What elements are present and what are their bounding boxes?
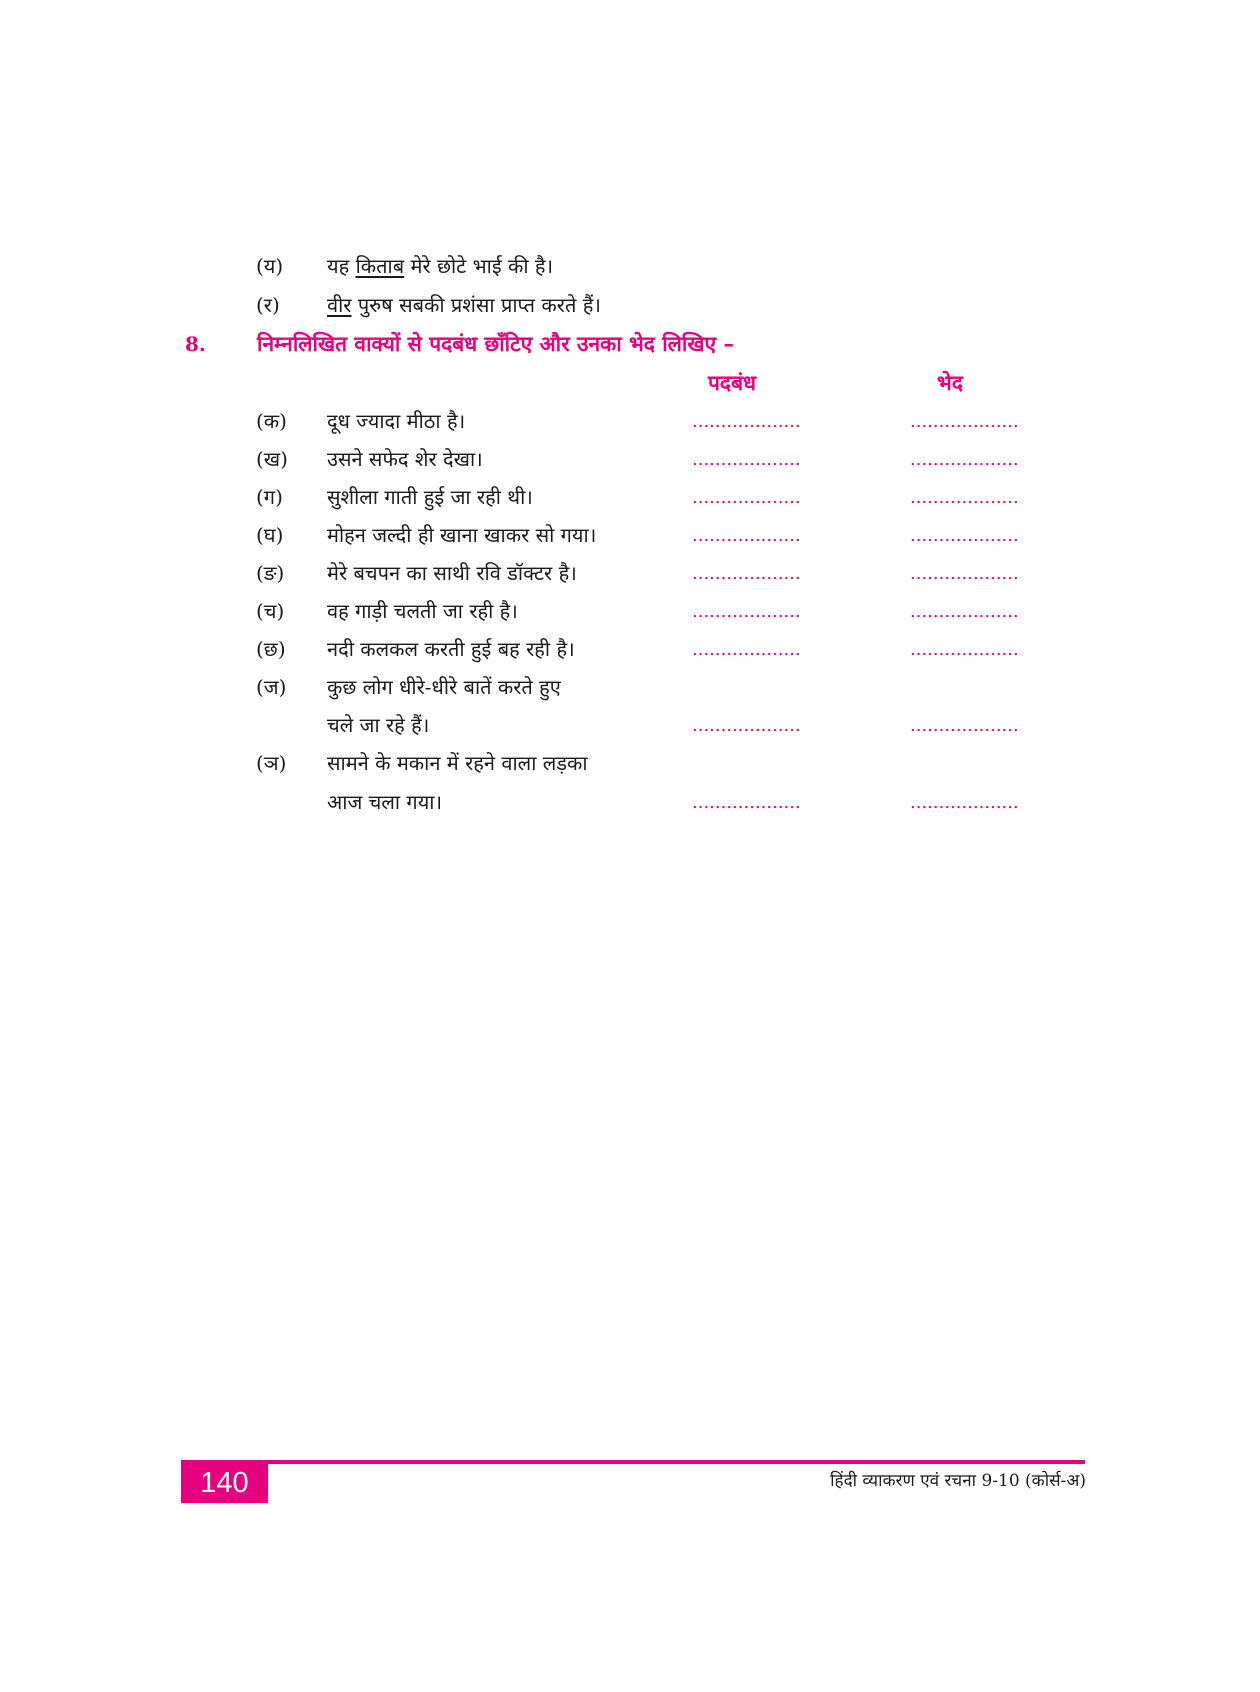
item-marker: (ञ) [256,751,287,775]
answer-blank-padbandh[interactable]: ................... [692,601,801,622]
item-sentence-continued: आज चला गया। [327,790,443,814]
answer-blank-padbandh[interactable]: ................... [692,792,801,813]
item-marker-ra: (र) [256,293,280,317]
item-marker: (च) [256,599,285,623]
item-sentence: कुछ लोग धीरे-धीरे बातें करते हुए [327,675,561,699]
page-number: 140 [181,1464,268,1503]
item-marker: (ग) [256,485,283,509]
item-sentence: वह गाड़ी चलती जा रही है। [327,599,518,623]
item-sentence: उसने सफेद शेर देखा। [327,447,483,471]
question-text: निम्नलिखित वाक्यों से पदबंध छाँटिए और उनका भेद लिखिए – [257,331,734,356]
item-sentence: मेरे बचपन का साथी रवि डॉक्टर है। [327,561,577,585]
item-sentence: सामने के मकान में रहने वाला लड़का [327,751,588,775]
item-marker-ya: (य) [256,254,284,278]
item-marker: (क) [256,409,287,433]
answer-blank-bhed[interactable]: ................... [910,715,1019,736]
answer-blank-padbandh[interactable]: ................... [692,525,801,546]
answer-blank-bhed[interactable]: ................... [910,639,1019,660]
answer-blank-padbandh[interactable]: ................... [692,639,801,660]
item-sentence: नदी कलकल करती हुई बह रही है। [327,637,575,661]
answer-blank-padbandh[interactable]: ................... [692,715,801,736]
item-sentence: दूध ज्यादा मीठा है। [327,409,466,433]
question-number: 8. [185,332,206,356]
footer-rule [181,1460,1085,1464]
item-sentence-continued: चले जा रहे हैं। [327,713,430,737]
answer-blank-bhed[interactable]: ................... [910,411,1019,432]
answer-blank-bhed[interactable]: ................... [910,487,1019,508]
item-marker: (ख) [256,447,288,471]
answer-blank-padbandh[interactable]: ................... [692,563,801,584]
column-header-padbandh: पदबंध [708,370,756,395]
answer-blank-bhed[interactable]: ................... [910,601,1019,622]
underlined-word: किताब [355,254,405,278]
item-marker: (ङ) [256,561,285,585]
answer-blank-padbandh[interactable]: ................... [692,411,801,432]
answer-blank-padbandh[interactable]: ................... [692,449,801,470]
answer-blank-bhed[interactable]: ................... [910,792,1019,813]
sentence-ra: वीर पुरुष सबकी प्रशंसा प्राप्त करते हैं। [327,293,601,317]
item-marker: (ज) [256,675,287,699]
item-sentence: मोहन जल्दी ही खाना खाकर सो गया। [327,523,597,547]
column-header-bhed: भेद [937,370,963,395]
underlined-word: वीर [327,293,352,317]
item-marker: (छ) [256,637,286,661]
answer-blank-padbandh[interactable]: ................... [692,487,801,508]
item-marker: (घ) [256,523,284,547]
item-sentence: सुशीला गाती हुई जा रही थी। [327,485,533,509]
sentence-ya: यह किताब मेरे छोटे भाई की है। [327,254,554,278]
book-title: हिंदी व्याकरण एवं रचना 9-10 (कोर्स-अ) [830,1471,1086,1491]
answer-blank-bhed[interactable]: ................... [910,449,1019,470]
answer-blank-bhed[interactable]: ................... [910,525,1019,546]
answer-blank-bhed[interactable]: ................... [910,563,1019,584]
